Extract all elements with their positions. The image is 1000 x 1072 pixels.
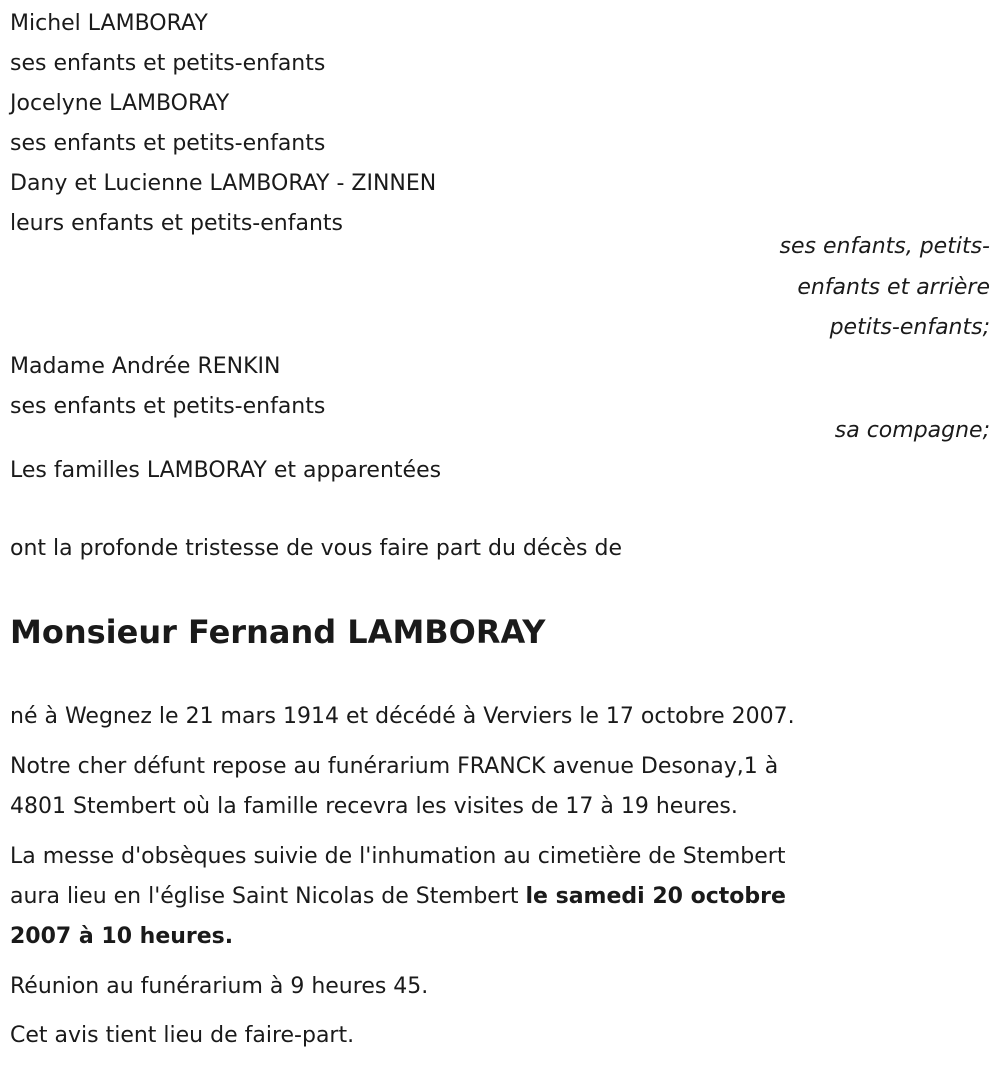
deceased-name: Monsieur Fernand LAMBORAY	[10, 613, 546, 651]
mass-line: La messe d'obsèques suivie de l'inhumation au cimetière de Stembert	[10, 844, 786, 869]
families-line: Les familles LAMBORAY et apparentées	[10, 458, 442, 483]
family-role: petits-enfants;	[829, 315, 990, 340]
mass-date: le samedi 20 octobre	[525, 884, 786, 909]
family-line: Michel LAMBORAY	[10, 11, 208, 36]
notice-line: Cet avis tient lieu de faire-part.	[10, 1023, 355, 1048]
companion-role: sa compagne;	[834, 418, 990, 443]
family-role: enfants et arrière	[797, 275, 990, 300]
family-role: ses enfants, petits-	[779, 234, 990, 259]
announcement: ont la profonde tristesse de vous faire part du décès de	[10, 536, 622, 561]
family-line: leurs enfants et petits-enfants	[10, 211, 343, 236]
rest-line: Notre cher défunt repose au funérarium FRANCK avenue Desonay,1 à	[10, 754, 779, 779]
companion-line: Madame Andrée RENKIN	[10, 354, 281, 379]
family-line: ses enfants et petits-enfants	[10, 51, 326, 76]
mass-time: 2007 à 10 heures.	[10, 924, 234, 949]
family-line: Dany et Lucienne LAMBORAY - ZINNEN	[10, 171, 437, 196]
companion-line: ses enfants et petits-enfants	[10, 394, 326, 419]
mass-line	[10, 923, 233, 951]
family-line: ses enfants et petits-enfants	[10, 131, 326, 156]
family-line: Jocelyne LAMBORAY	[10, 91, 230, 116]
rest-line: 4801 Stembert où la famille recevra les visites de 17 à 19 heures.	[10, 794, 738, 819]
birth-death: né à Wegnez le 21 mars 1914 et décédé à Verviers le 17 octobre 2007.	[10, 704, 795, 729]
mass-text: aura lieu en l'église Saint Nicolas de Stembert	[10, 884, 526, 909]
mass-line	[10, 883, 786, 911]
meeting-line: Réunion au funérarium à 9 heures 45.	[10, 974, 429, 999]
